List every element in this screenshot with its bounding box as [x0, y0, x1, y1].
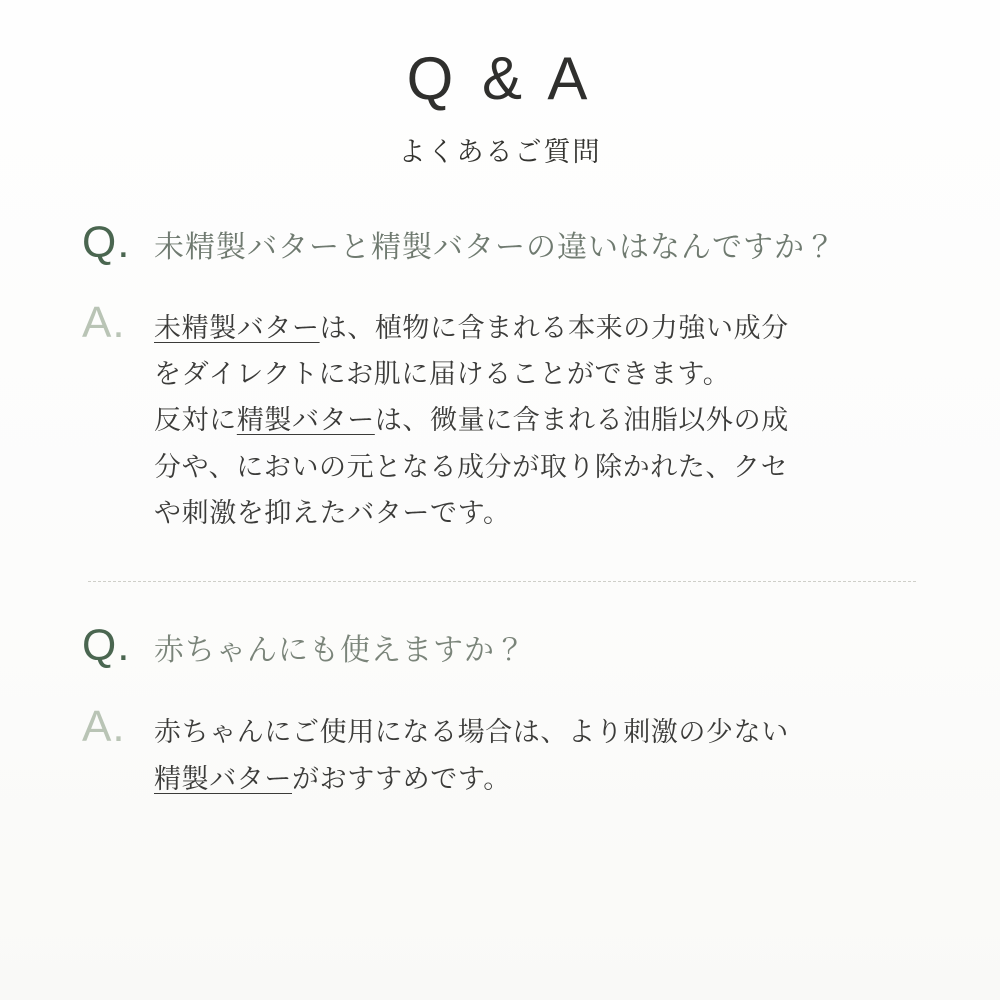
faq-list	[0, 219, 1000, 802]
faq-item-2	[82, 622, 922, 802]
term-refined-butter: 精製バター	[236, 405, 375, 436]
faq-question-text: 未精製バターと精製バターの違いはなんですか？	[154, 231, 836, 264]
answer-line-1: 赤ちゃんにご使用になる場合は、より刺激の少ない	[154, 717, 789, 748]
faq-answer-text	[154, 299, 789, 537]
answer-line-2: をダイレクトにお肌に届けることができます。	[154, 358, 731, 389]
page-header	[0, 0, 1000, 169]
answer-marker-icon: A.	[82, 702, 126, 752]
answer-line-3	[154, 397, 789, 443]
answer-line-4: 分や、においの元となる成分が取り除かれた、クセ	[154, 451, 789, 482]
page-subtitle: よくあるご質問	[398, 137, 602, 167]
answer-line-1-rest: は、植物に含まれる本来の力強い成分	[319, 312, 789, 343]
faq-question-row	[82, 219, 922, 273]
faq-question-text: 赤ちゃんにも使えますか？	[154, 633, 526, 667]
page-title: Q & A	[406, 45, 594, 112]
faq-answer-row	[82, 299, 922, 537]
faq-answer-text	[154, 703, 789, 802]
answer-line-1	[154, 305, 789, 351]
term-unrefined-butter: 未精製バター	[154, 312, 320, 343]
answer-line-2-rest: がおすすめです。	[292, 763, 511, 794]
answer-line-2	[154, 756, 789, 802]
answer-line-3-pre: 反対に	[154, 405, 237, 436]
answer-line-3-rest: は、微量に含まれる油脂以外の成	[374, 405, 789, 436]
faq-item-1	[82, 219, 922, 537]
faq-answer-row	[82, 703, 922, 802]
faq-question-row	[82, 622, 922, 676]
question-marker-icon: Q.	[82, 620, 131, 670]
question-marker-icon: Q.	[82, 218, 131, 267]
answer-marker-icon: A.	[82, 297, 126, 347]
term-refined-butter: 精製バター	[154, 763, 292, 794]
section-divider	[88, 581, 916, 582]
answer-line-5: や刺激を抑えたバターです。	[154, 498, 511, 529]
